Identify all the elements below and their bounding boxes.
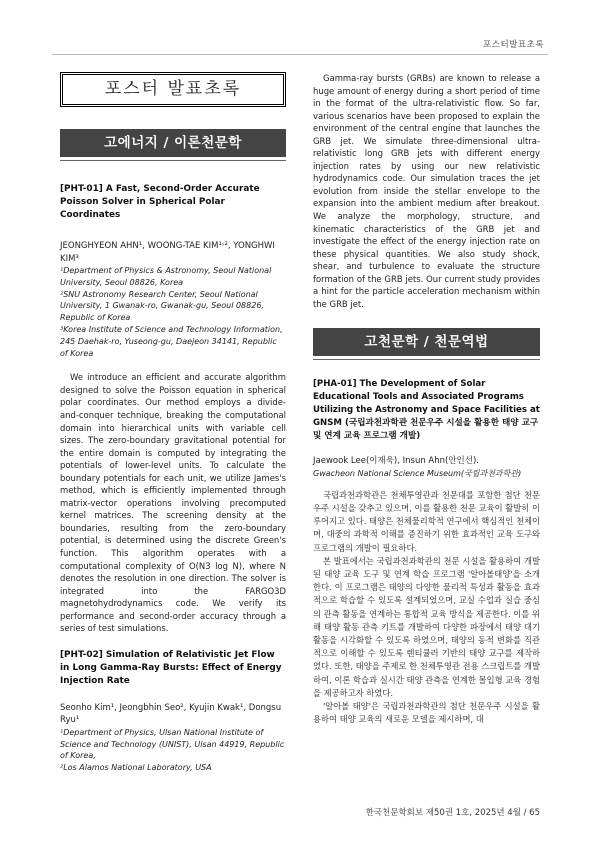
abstract-title-pht01: [PHT-01] A Fast, Second-Order Accurate Poisson Solver in Spherical Polar Coordinates xyxy=(60,184,260,220)
abstract-title-pht02: [PHT-02] Simulation of Relativistic Jet Flow in Long Gamma-Ray Bursts: Effect of Energy Injection Rate xyxy=(60,649,282,686)
affiliation-1: ¹Department of Physics & Astronomy, Seoul National University, Seoul 08826, Korea xyxy=(60,266,272,287)
left-column xyxy=(60,72,286,774)
page-footer: 한국천문학회보 제50권 1호, 2025년 4월 / 65 xyxy=(365,808,540,818)
abstract-authors-pht02: Seonho Kim¹, Jeongbhin Seo², Kyujin Kwak¹, Dongsu Ryu¹ xyxy=(60,702,282,726)
abstract-title-pha01: [PHA-01] The Development of Solar Educational Tools and Associated Programs Utilizing the Astronomy and Space Facilities at GNSM (국립과천과학관 천문우주 시설을 활용한 태양 교구 및 연계 교육 프로그램 개발) xyxy=(313,379,540,442)
affiliation: Gwacheon National Science Museum(국립과천과학관) xyxy=(313,468,522,478)
abstract-paragraph-2: 본 발표에서는 국립과천과학관의 천문 시설을 활용하여 개발된 태양 교육 도구 및 연계 학습 프로그램 '알아볼태양'을 소개한다. 이 프로그램은 태양의 다양한 물리적 특성과 활동을 효과적으로 학습할 수 있도록 설계되었으며, 교실 수업과 실습 중심의 관측 활동을 연계하는 통합적 교육 방식을 제공한다. 이를 위해 태양 활동 관측 키트를 개발하여 다양한 파장에서 태양 대기 활동을 시각화할 수 있도록 하였으며, 태양의 동적 변화를 직관적으로 이해할 수 있도록 렌티큘러 기반의 태양 교구를 제작하였다. 또한, 태양을 주제로 한 천체투영관 전용 스크립트를 개발하여, 이론 학습과 실시간 태양 관측을 연계한 몰입형 교육 경험을 제공하고자 하였다. xyxy=(313,555,540,698)
page-title: 포스터 발표초록 xyxy=(60,72,286,107)
affiliation-2: ²Los Alamos National Laboratory, USA xyxy=(60,763,212,773)
abstract-paragraph-3: '알아볼 태양'은 국립과천과학관의 첨단 천문우주 시설을 활용하여 태양 교육의 새로운 모델을 제시하며, 대 xyxy=(313,700,540,725)
abstract-body-pht01: We introduce an efficient and accurate algorithm designed to solve the Poisson equation in spherical polar coordinates. Our method employs a divide-and-conquer technique, breaking the computational domain into hierarchical units with variable cell sizes. The zero-boundary gravitational potential for the entire domain is computed by integrating the potentials of lower-level units. To calculate the boundary potentials for each unit, we utilize James's method, which is efficiently implemented through matrix-vector operations involving precomputed kernel matrices. The screening density at the boundaries, resulting from the zero-boundary potential, is determined using the discrete Green's function. This algorithm operates with a computational complexity of O(N3 log N), where N denotes the resolution in one direction. The solver is integrated into the FARGO3D magnetohydrodynamics code. We verify its performance and second-order accuracy through a series of test simulations. xyxy=(60,372,286,634)
abstract-authors-pht01: JEONGHYEON AHN¹, WOONG-TAE KIM¹˒², YONGHWI KIM³ xyxy=(60,241,275,264)
header-rule xyxy=(52,54,548,55)
abstract-authors-pha01: Jaewook Lee(이재욱), Insun Ahn(안인선). xyxy=(313,456,479,467)
right-column xyxy=(313,72,540,726)
affiliation-1: ¹Department of Physics, Ulsan National Institute of Science and Technology (UNIST), Ulsan 44919, Republic of Korea, xyxy=(60,727,285,761)
abstract-paragraph-1: 국립과천과학관은 천체투영관과 천문대를 포함한 첨단 천문우주 시설을 갖추고 있으며, 이를 활용한 천문 교육이 활발히 이루어지고 있다. 태양은 천체물리학적 연구에서 핵심적인 천체이며, 대중의 과학적 이해를 증진하기 위한 효과적인 교육 도구와 프로그램의 개발이 필요하다. xyxy=(313,489,540,553)
section-heading-high-energy: 고에너지 / 이론천문학 xyxy=(60,129,286,157)
affiliation-3: ³Korea Institute of Science and Technology Information, 245 Daehak-ro, Yuseong-gu, Daejeon 34141, Republic of Korea xyxy=(60,324,283,358)
abstract-body-pht02: Gamma-ray bursts (GRBs) are known to release a huge amount of energy during a short period of time in the format of the ultra-relativistic flow. So far, various scenarios have been proposed to explain the environment of the central engine that launches the GRB jet. We simulate three-dimensional ultra-relativistic long GRB jets with different energy injection rates by using our new relativistic hydrodynamics code. Our simulation traces the jet evolution from inside the stellar envelope to the expansion into the ambient medium after breakout. We analyze the morphology, structure, and kinematic characteristics of the GRB jet and investigate the effect of the energy injection rate on these physical quantities. We also study shock, shear, and turbulence to evaluate the structure formation of the GRB jets. Our current study provides a hint for the particle acceleration mechanism within the GRB jet. xyxy=(313,73,540,309)
section-heading-historical-astronomy: 고천문학 / 천문역법 xyxy=(313,328,540,356)
affiliation-2: ²SNU Astronomy Research Center, Seoul National University, 1 Gwanak-ro, Gwanak-gu, Seoul 08826, Republic of Korea xyxy=(60,289,264,323)
running-title: 포스터발표초록 xyxy=(483,40,544,50)
